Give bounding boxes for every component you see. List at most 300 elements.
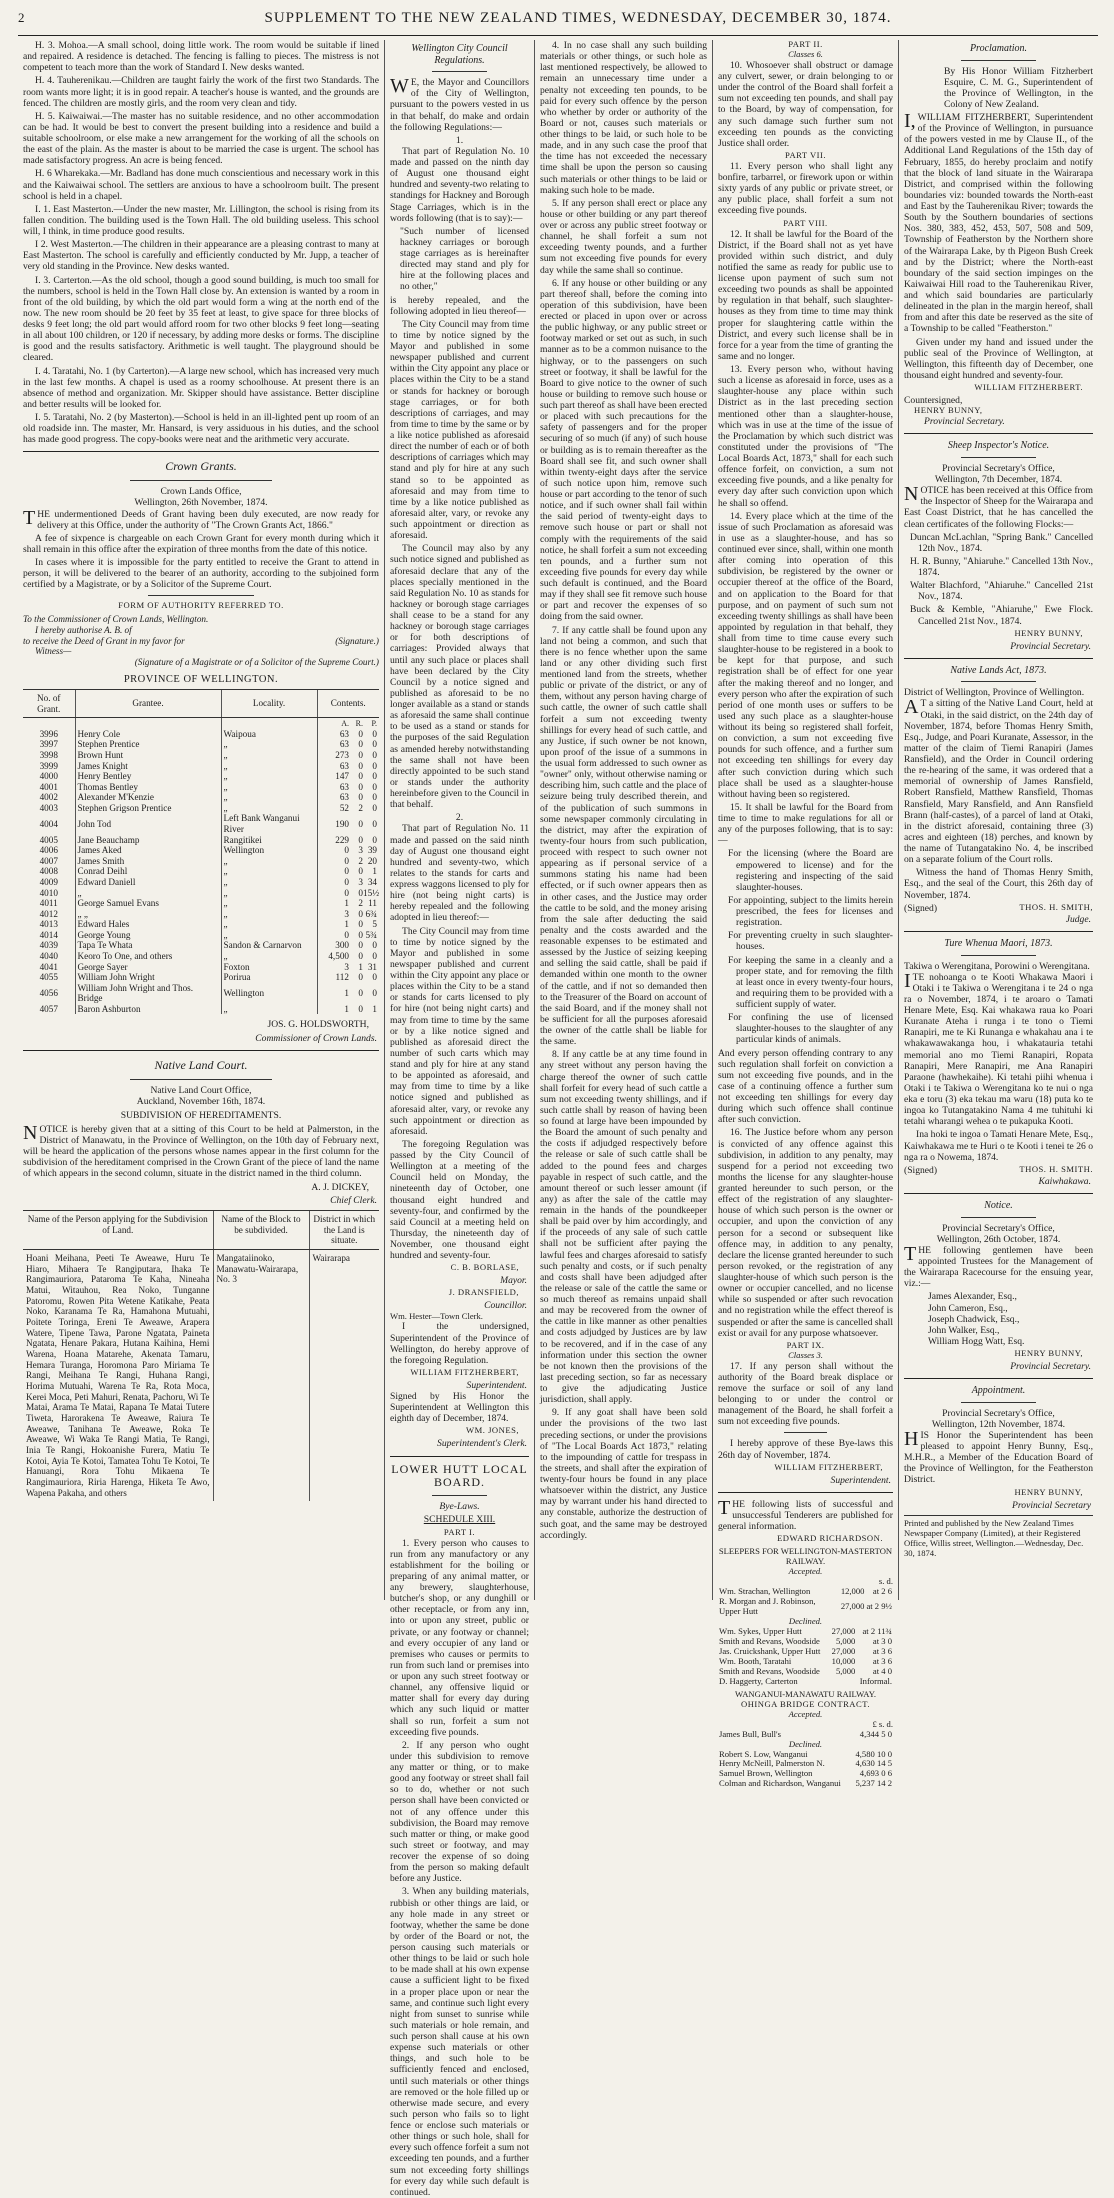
regulation-paragraph: The foregoing Regulation was passed by the City Council of Wellington at a meeting of the Council held on Monday, the nineteenth day of October, one thousand eight hundred and seventy-four, and confirmed by the said Council at a meeting held on Thursday, the nineteenth day of November, one thousand eight hundred and seventy-four. <box>390 1138 529 1262</box>
contents-p: 39 <box>367 845 377 856</box>
contents <box>317 919 379 930</box>
grant-number: 3996 <box>39 728 58 739</box>
grant-number: 4004 <box>39 818 58 829</box>
signature: A. J. DICKEY, <box>311 1181 369 1193</box>
crown-grants-section <box>23 460 379 1043</box>
tenderer-name: Wm. Sykes, Upper Hutt <box>719 1625 802 1636</box>
contents-r: 0 <box>358 771 363 782</box>
section-number: 1. <box>455 134 464 146</box>
tenderer-name: Wm. Booth, Taratahi <box>719 1655 792 1666</box>
table-row <box>23 962 379 973</box>
column-header: Name of the Block to be subdivided. <box>213 1210 309 1249</box>
tenderer-name: Smith and Revans, Woodside <box>719 1665 820 1676</box>
grantee: George Sayer <box>75 962 221 973</box>
tender-heading: SLEEPERS FOR WELLINGTON-MASTERTON RAILWAY. <box>718 1546 893 1567</box>
grantee: Baron Ashburton <box>75 1004 221 1015</box>
contents <box>317 877 379 888</box>
bylaw-paragraph: 12. It shall be lawful for the Board of the District, if the Board shall not as yet have provided within such district, and duly notified the same as ready for public use to license upon payment of such sum not exceeding two pounds as shall be appointed by regulation in that behalf, such slaughter-houses as they from time to time may think proper for slaughtering cattle within the District, and every such license shall be in force for a year from the time of granting the same and no longer. <box>718 228 893 362</box>
tender-quantity <box>829 1677 856 1687</box>
tenderer-name: Robert S. Low, Wanganui <box>719 1748 808 1759</box>
native-land-court-section <box>23 1059 379 1502</box>
bylaw-item-list <box>718 848 893 1045</box>
contents-p: 0 <box>372 950 377 961</box>
signature: HENRY BUNNY, <box>914 405 983 416</box>
table-row <box>23 750 379 761</box>
contents-p: 0 <box>372 760 377 771</box>
signature: EDWARD RICHARDSON. <box>777 1533 883 1544</box>
form-line: Witness— <box>35 646 72 657</box>
grant-number: 4003 <box>39 802 58 813</box>
proclamation-by: By His Honor William Fitzherbert Esquire, C. M. G., Superintendent of the Province of Wellington, in the Colony of New Zealand. <box>944 65 1093 110</box>
signature-title: Councillor. <box>484 1300 527 1312</box>
date-line: Wellington, 26th November, 1874. <box>134 497 268 509</box>
office-line: Provincial Secretary's Office, <box>942 462 1055 474</box>
notice-paragraph: NOTICE is hereby given that at a sitting of this Court to be held at Palmerston, in the District of Manawatu, in the Province of Wellington, on the 10th day of February next, will be heard the application of the persons whose names appear in the first column for the subdivision of the hereditament comprised in the Crown Grant of the piece of land the name of which appears in the second column, situate in the district named in the third column. <box>23 1121 379 1180</box>
bylaw-paragraph: 13. Every person who, without having such a license as aforesaid in force, uses as a slaughter-house any place within such District as in the last preceding section mentioned other than a slaughter-house, which was in use at the time of the issue of the Proclamation by which such district was constituted under the provisions of "The Local Boards Act, 1873," shall for each such offence forfeit, on conviction, a sum not exceeding five pounds, and a like penalty for every day after such conviction upon which he shall so offend. <box>718 364 893 509</box>
bylaw-paragraph: 8. If any cattle be at any time found in any street without any person having the charge thereof the owner of such cattle shall forfeit for every head of such cattle a sum not exceeding twenty shillings, and if such cattle shall by reason of having been so found at large have been impounded by the Board the amount of such penalty and the costs if adjudged respectively before the release or sale of such cattle shall be added to the pound fees and charges payable in respect of such cattle, and the amount thereof or such lesser amount (if any) as after the sale of the cattle may remain in the hands of the poundkeeper shall be paid over by him accordingly, and if the proceeds of any sale of such cattle shall not be sufficient after paying the lawful fees and charges aforesaid to satisfy such penalty and costs, or if such penalty and costs shall have been adjudged after the release or sale of the cattle the same or so much thereof as remains unpaid shall and may be recovered from the owner of the cattle in like manner as other penalties and costs adjudged by Justices are by law to be recovered, and if in the case of any information under this section the owner be not known then the provisions of the last preceding section, so far as necessary to give the adjudicating Justice jurisdiction, shall apply. <box>540 1049 707 1406</box>
grant-number: 4055 <box>39 972 58 983</box>
contents-p: 0 <box>372 802 377 813</box>
office-line: Native Land Court Office, <box>150 1084 252 1096</box>
office-line: Provincial Secretary's Office, <box>942 1222 1055 1234</box>
locality: „ <box>221 856 317 867</box>
table-row <box>23 919 379 930</box>
locality: „ <box>221 866 317 877</box>
contents-r: 0 <box>358 760 363 771</box>
tenders-intro: THE following lists of successful and unsuccessful Tenderers are published for general information. <box>718 1496 893 1533</box>
contents <box>317 962 379 973</box>
contents <box>317 771 379 782</box>
contents <box>317 729 379 740</box>
contents-a: 1 <box>344 919 349 930</box>
contents-a: 0 <box>344 845 349 856</box>
flock-item: H. R. Bunny, "Ahiaruhe." Cancelled 13th Nov., 1874. <box>910 555 1093 578</box>
grantee: George Young <box>75 930 221 941</box>
table-row <box>23 940 379 951</box>
column-header: No. of Grant. <box>23 689 75 717</box>
currency-label: s. d. <box>878 1576 893 1587</box>
regulation-paragraph: That part of Regulation No. 10 made and passed on the ninth day of August one thousand eight hundred and seventy-two relating to standings for Hackney and Borough Stage Carriages, which is in the words following (that is to say):— <box>390 145 529 224</box>
contents <box>317 940 379 951</box>
signature: C. B. BORLASE, <box>450 1262 519 1273</box>
unit-label: R. <box>355 719 363 729</box>
subheading: Bye-Laws. <box>439 1501 480 1513</box>
grantee: „ <box>75 888 221 899</box>
tender-price: 4,693 0 6 <box>859 1768 892 1779</box>
native-land-court-heading: Native Land Court. <box>154 1057 248 1072</box>
regulation-quote: "Such number of licensed hackney carriages or borough stage carriages as is hereinafter directed may stand and ply for hire at the following places and no other," <box>400 225 529 293</box>
contents-r: 2 <box>358 802 363 813</box>
contents-p: 1 <box>372 1003 377 1014</box>
grantee: William John Wright <box>75 972 221 983</box>
form-heading: FORM OF AUTHORITY REFERRED TO. <box>118 600 284 611</box>
flock-item: Buck & Kemble, "Ahiaruhe," Ewe Flock. Cancelled 21st Nov., 1874. <box>910 604 1093 627</box>
native-lands-act-heading: Native Lands Act, 1873. <box>950 664 1047 676</box>
contents-p: 0 <box>372 972 377 983</box>
tender-label: Accepted. <box>788 1708 823 1719</box>
signature: THOS. H. SMITH, <box>1019 901 1093 912</box>
contents-p: 20 <box>367 855 377 866</box>
tenderer-name: R. Morgan and J. Robinson, Upper Hutt <box>719 1595 816 1616</box>
bylaw-item: For preventing cruelty in such slaughter-houses. <box>728 930 893 953</box>
grant-number: 4011 <box>39 898 58 909</box>
school-report: I. 5. Taratahi, No. 2 (by Masterton).—School is held in an ill-lighted pent up room of an old roadside inn. The master, Mr. Hansard, is very assiduous in his duties, and the school has made good progress. The copy-books were neat and the arithmetic very accurate. <box>23 412 379 446</box>
bylaw-paragraph: 11. Every person who shall light any bonfire, tarbarrel, or firework upon or within sixty yards of any public or private street, or any public place, shall forfeit a sum not exceeding five pounds. <box>718 160 893 217</box>
grantee: Edward Daniell <box>75 877 221 888</box>
grantee: „ „ <box>75 909 221 920</box>
grantee: George Samuel Evans <box>75 898 221 909</box>
grant-number: 4001 <box>39 781 58 792</box>
contents-r: 1 <box>358 961 363 972</box>
tender-price: at 3 0 <box>872 1635 892 1646</box>
trustee-name: Joseph Chadwick, Esq., <box>928 1313 1020 1325</box>
locality: „ <box>221 898 317 909</box>
bylaw-paragraph: 14. Every place which at the time of the issue of such Proclamation as aforesaid was in use as a slaughter-house, and has so continued ever since, shall, within one month after coming into operation of this subdivision, be registered by the owner or occupier thereof at the office of the Board, and on application to the Board for that purpose, and on payment of such sum not exceeding twenty shillings as shall have been appointed by regulation in that behalf, they shall from time to time cause every such slaughter-house to be registered in a book to be kept for that purpose, and such registration shall be of effect for one year after the making thereof and no longer, and every person who after the expiration of such period of one month uses or suffers to be used any such place as a slaughter-house without its being so registered shall forfeit, on conviction, a sum not exceeding five pounds for such offence, and a further sum not exceeding ten shillings for every day after such conviction during which such place shall be used as a slaughter-house without having been so registered. <box>718 510 893 800</box>
school-report: I. 1. East Masterton.—Under the new master, Mr. Lillington, the school is rising from its fallen condition. The building used is the Town Hall. The old building useless. This school will, I think, in time produce good results. <box>23 203 379 237</box>
column-header: Name of the Person applying for the Subdivision of Land. <box>23 1210 213 1249</box>
table-row <box>23 898 379 909</box>
grant-number: 4041 <box>39 961 58 972</box>
locality: „ <box>221 750 317 761</box>
table-row <box>23 856 379 867</box>
form-signature: (Signature.) <box>335 635 379 646</box>
tender-row <box>718 1677 893 1687</box>
locality: Rangitikei <box>221 835 317 846</box>
contents-a: 0 <box>344 876 349 887</box>
tender-table <box>718 1587 893 1617</box>
part-heading: PART II. <box>788 39 823 49</box>
column-5 <box>898 40 1098 1600</box>
tender-row <box>718 1779 893 1789</box>
school-report: H. 6 Wharekaka.—Mr. Badland has done much conscientious and necessary work in this and the Kaiwaiwai school. The settlers are anxious to have a schoolroom built. The present school is held in a chapel. <box>23 168 379 202</box>
grant-number: 4002 <box>39 792 58 803</box>
contents-r: 0 <box>358 792 363 803</box>
bylaw-paragraph: 4. In no case shall any such building materials or other things, or such hole as last mentioned respectively, be allowed to remain an unnecessary time under a penalty not exceeding ten pounds, to be paid for every such offence by the person who whether by order or authority of the Board or not, causes such materials or other things to be laid, or such hole to be made, and in any such case the proof that the time has not exceeded the necessary time shall be upon the person so causing such materials or other things to be laid or making such hole to be made. <box>540 40 707 196</box>
signature-title: Judge. <box>1065 913 1091 925</box>
signed-label: (Signed) <box>904 902 938 914</box>
regulation-paragraph: I the undersigned, Superintendent of the Province of Wellington, do hereby approve of the foregoing Regulation. <box>390 1321 529 1366</box>
bylaw-paragraph: 3. When any building materials, rubbish or other things are laid, or any hole made in any street or footway, whether the same be done by order of the Board or not, the person causing such materials or other things to be laid or such hole to be made shall at his own expense cause a sufficient light to be fixed in a proper place upon or near the same, and continue such light every night from sunset to sunrise while such materials or hole remain, and such person shall cause at his own expense such materials or other things, and such hole to be sufficiently fenced and enclosed, until such materials or other things are removed or the hole filled up or otherwise made secure, and every such person who fails so to light fence or enclose such materials or other things or such hole, shall for every such offence forfeit a sum not exceeding ten pounds, and a further sum not exceeding forty shillings for every day while such default is continued. <box>390 1886 529 2198</box>
subdivision-table <box>23 1210 379 1501</box>
locality: Sandon & Carnarvon <box>221 940 317 951</box>
grant-number: 4056 <box>39 987 58 998</box>
table-row <box>23 771 379 782</box>
signature-title: Kaiwhakawa. <box>1038 1175 1091 1187</box>
grant-number: 4014 <box>39 929 58 940</box>
masthead <box>18 10 1098 36</box>
table-row <box>23 909 379 920</box>
contents-p: 0 <box>372 792 377 803</box>
contents-p: 0 <box>372 987 377 998</box>
bylaw-paragraph: 17. If any person shall without the authority of the Board break displace or remove the surface or soil of any land belonging to or under the control or management of the Board, he shall forfeit a sum not exceeding five pounds. <box>718 1360 893 1428</box>
witness-paragraph: Ina hoki te ingoa o Tamati Henare Mete, Esq., Kaiwhakawa me te Huri o te Kooti i tenei te 26 o nga ra o Nowema, 1874. <box>904 1129 1093 1163</box>
grantee: Stephen Prentice <box>75 739 221 750</box>
contents-r: 0 <box>358 972 363 983</box>
grant-number: 4013 <box>39 919 58 930</box>
tender-price: at 3 6 <box>872 1655 892 1666</box>
form-line: to receive the Deed of Grant in my favor for <box>23 635 185 646</box>
locality: „ <box>221 909 317 920</box>
countersigned-label: Countersigned, <box>904 395 963 407</box>
regulation-paragraph: WE, the Mayor and Councillors of the City of Wellington, pursuant to the powers vested in us in that behalf, do make and ordain the following Regulations:— <box>390 75 529 133</box>
tenderer-name: Colman and Richardson, Wanganui <box>719 1778 841 1789</box>
table-row <box>23 739 379 750</box>
contents <box>317 813 379 834</box>
province-heading: PROVINCE OF WELLINGTON. <box>123 673 279 685</box>
contents-a: 112 <box>335 972 349 983</box>
tender-price: 4,630 14 5 <box>855 1758 892 1769</box>
contents-a: 1 <box>344 898 349 909</box>
table-row <box>23 792 379 803</box>
signature-title: Superintendent's Clerk. <box>437 1438 527 1450</box>
table-row <box>23 866 379 877</box>
locality: „ <box>221 792 317 803</box>
notice-paragraph: A fee of sixpence is chargeable on each Crown Grant for every month during which it shall remain in this office after the expiration of three months from the date of this notice. <box>23 532 379 555</box>
district-line: District of Wellington, Province of Wellington. <box>904 687 1085 699</box>
grant-number: 4005 <box>39 834 58 845</box>
schedule-heading: SCHEDULE XIII. <box>423 1514 496 1526</box>
contents-p: 31 <box>367 961 377 972</box>
grant-number: 4009 <box>39 876 58 887</box>
tender-heading: WANGANUI-MANAWATU RAILWAY. <box>735 1688 876 1699</box>
sheep-notice-body: NOTICE has been received at this Office from the Inspector of Sheep for the Wairarapa and East Coast District, that he has cancelled the clean certificates of the following Flocks:— <box>904 483 1093 530</box>
bylaw-paragraph: 10. Whosoever shall obstruct or damage any culvert, sewer, or drain belonging to or under the control of the Board shall forfeit a sum not exceeding ten pounds, and shall pay to the Board, by way of compensation, for any such damage such further sum not exceeding ten pounds as the convicting Justice shall order. <box>718 59 893 149</box>
regulation-paragraph: That part of Regulation No. 11 made and passed on the said ninth day of August one thousand eight hundred and seventy-two, which relates to the stands for carts and express waggons licensed to ply for hire (not being night carts) is hereby repealed and the following adopted in lieu thereof:— <box>390 823 529 924</box>
grantee: Henry Bentley <box>75 771 221 782</box>
bylaw-paragraph: 1. Every person who causes to run from any manufactory or any establishment for the boiling or preparing of any animal matter, or any brewery, slaughterhouse, butcher's shop, or any dunghill or other receptacle, or from any inn, into or upon any street, public or private, or any footway or channel; and every occupier of any land or premises who causes or permits to run from such land or premises into or upon any such street footway or channel, any offensive liquid or matter shall for every day during which any such liquid or matter shall so run, forfeit a sum not exceeding five pounds. <box>390 1537 529 1738</box>
grant-number: 4000 <box>39 771 58 782</box>
tender-quantity: 5,000 <box>835 1665 856 1676</box>
table-row <box>23 951 379 962</box>
locality: „ <box>221 739 317 750</box>
signature: HENRY BUNNY, <box>1014 1486 1083 1497</box>
contents <box>317 845 379 856</box>
contents <box>317 750 379 761</box>
contents <box>317 898 379 909</box>
column-header: Locality. <box>221 689 317 717</box>
contents-p: 0 <box>372 818 377 829</box>
signature: WILLIAM FITZHERBERT. <box>974 382 1083 393</box>
native-lands-body: AT a sitting of the Native Land Court, held at Otaki, in the said district, on the 24th day of November, 1874, before Thomas Henry Smith, Esq., Judge, and Poari Kuranate, Assessor, in the matter of the claim of Tiemi Ranapiri (James Ransfield), and the Order in Council ordering the re-hearing of the same, it was ordered that a memorial of ownership of James Ransfield, Robert Ransfield, Matthew Ransfield, Thomas Ransfield, Mary Ransfield, and Ann Ransfield Brann (half-castes), of a parcel of land at Otaki, in the district aforesaid, containing three (3) acres and eighteen (18) perches, and known by the name of Tutangatakino No. 4, be inscribed on a separate folium of the Court rolls. <box>904 696 1093 866</box>
signature: WILLIAM FITZHERBERT, <box>774 1461 883 1472</box>
locality: Left Bank Wanganui River <box>221 813 317 834</box>
part-heading: PART I. <box>443 1526 476 1537</box>
regulation-paragraph: The City Council may from time to time by notice signed by the Mayor and published in some newspaper published and current within the City appoint any place or places within the City to be a stand or stands for hackney or borough stage carriages, or for both descriptions of carriages, and may from time to time by the same or by a like notice published as aforesaid direct the number of each or of both descriptions of carriages which may stand and ply for hire at any such stand so to be appointed as aforesaid and may from time to time by a like notice published as aforesaid alter, vary, or revoke any such appointment or direction as aforesaid. <box>390 318 529 542</box>
section-number: 2. <box>455 812 464 824</box>
contents-a: 0 <box>344 866 349 877</box>
contents-p: 0 <box>372 834 377 845</box>
contents-r: 0 <box>358 940 363 951</box>
grantee: Jane Beauchamp <box>75 835 221 846</box>
tender-price: at 2 11¾ <box>862 1625 892 1636</box>
locality: „ <box>221 888 317 899</box>
school-report: H. 5. Kaiwaiwai.—The master has no suitable residence, and no other accommodation can be had. It would be best to convert the present building into a residence and build a suitable schoolroom, or else make a new arrangement for the working of all the schools on the east of the plain. As the master is about to be married the case is urgent. The school has made satisfactory progress. An acre is being fenced. <box>23 110 379 167</box>
appointment-heading: Appointment. <box>971 1385 1026 1397</box>
contents <box>317 951 379 962</box>
contents-r: 0 <box>358 887 363 898</box>
table-row <box>23 877 379 888</box>
tenderer-name: Samuel Brown, Wellington <box>719 1768 813 1779</box>
contents <box>317 888 379 899</box>
contents-a: 0 <box>344 929 349 940</box>
signature: HENRY BUNNY, <box>1014 627 1083 638</box>
part-heading: PART IX. <box>786 1339 825 1350</box>
office-line: Crown Lands Office, <box>160 486 242 498</box>
contents <box>317 792 379 803</box>
locality: „ <box>221 771 317 782</box>
units-row <box>23 718 379 729</box>
town-clerk: Wm. Hester—Town Clerk. <box>390 1310 483 1321</box>
contents-p: 0 <box>372 940 377 951</box>
contents-r: 0 <box>358 866 363 877</box>
tender-price: Informal. <box>859 1675 892 1686</box>
contents-a: 63 <box>339 728 349 739</box>
subheading: SUBDIVISION OF HEREDITAMENTS. <box>120 1109 282 1121</box>
signature-title: Superintendent. <box>830 1474 891 1486</box>
tender-price: at 3 6 <box>872 1645 892 1656</box>
contents-r: 0 <box>358 781 363 792</box>
contents-r: 0 <box>358 987 363 998</box>
school-report: I. 4. Taratahi, No. 1 (by Carterton).—A large new school, which has increased very much in the last few months. A chapel is used as a roomy schoolhouse. At present there is an absence of method and organization. Mr. Skipper should have assistance. Better discipline and better results will be looked for. <box>23 365 379 410</box>
contents-r: 0 <box>358 834 363 845</box>
trustee-list <box>904 1291 1093 1347</box>
contents-a: 3 <box>344 908 349 919</box>
column-4 <box>712 39 898 1789</box>
tender-quantity: 27,000 <box>831 1645 856 1656</box>
locality: „ <box>221 761 317 772</box>
contents <box>317 909 379 920</box>
office-line: Provincial Secretary's Office, <box>942 1407 1055 1419</box>
bylaw-paragraph: And every person offending contrary to any such regulation shall forfeit on conviction a sum not exceeding five pounds, and in the case of a continuing offence a further sum not exceeding ten shillings for every day during which such offence shall continue after such conviction. <box>718 1047 893 1126</box>
signature-title: Chief Clerk. <box>330 1194 377 1206</box>
tender-price: at 2 6 <box>872 1586 892 1596</box>
table-row <box>23 803 379 814</box>
column-header: Grantee. <box>75 689 221 717</box>
tender-table <box>718 1750 893 1790</box>
column-header: District in which the Land is situate. <box>309 1210 379 1249</box>
contents-a: 300 <box>335 940 349 951</box>
tender-quantity: 5,000 <box>835 1635 856 1646</box>
contents-p: 0 <box>372 771 377 782</box>
contents-r: 0 <box>358 929 363 940</box>
signature: THOS. H. SMITH. <box>1019 1163 1093 1174</box>
signature-title: Commissioner of Crown Lands. <box>255 1032 377 1044</box>
column-2 <box>384 40 534 2198</box>
grant-number: 4039 <box>39 940 58 951</box>
signature: WM. JONES, <box>466 1425 519 1436</box>
locality: „ <box>221 782 317 793</box>
school-report: H. 3. Mohoa.—A small school, doing little work. The room would be suitable if lined and repaired. A residence is detached. The fencing is falling to pieces. The mistress is not competent to teach more than the work of Standard I. New desks wanted. <box>23 40 379 74</box>
contents <box>317 803 379 814</box>
witness-paragraph: Witness the hand of Thomas Henry Smith, Esq., and the seal of the Court, this 26th day of November, 1874. <box>904 867 1093 901</box>
signature: WILLIAM FITZHERBERT, <box>410 1366 519 1377</box>
tender-quantity: 10,000 <box>831 1655 856 1666</box>
grantee: James Aked <box>75 845 221 856</box>
ture-body: ITE nohoanga o te Kooti Whakawa Maori i Otaki i te Takiwa o Werengitana i te 24 o nga ra o November, 1874, i te aroaro o Tamati Henare Mete, Esq. Kai whakawa raua ko Poari Kuranate Ateha i runga i te tono o Tiemi Ranapiri, me te Ki Runanga e whakahau ana i te whakawawakanga hou, i whakatauria tetahi memorial ano mo Tiemi Ranapiri, Ropata Ranapiri, Mere Ranapiri, me Ana Ranapiri Paraone (hawhekaihe). Ki tetahi piihi whenua i Otaki i te Takiwa o Werengitana ko te nui o nga eka e toru (3) eka tekau ma waru (18) puta ko te ingoa ko Tutangatakino Nama 4 me tuhituhi ki tetahi wharangi wehea o te pukapuka Kooti. <box>904 969 1093 1128</box>
signature-title: Mayor. <box>500 1275 527 1287</box>
signed-label: (Signed) <box>904 1164 938 1176</box>
table-row <box>23 1004 379 1015</box>
contents-p: 1 <box>372 866 377 877</box>
bylaw-paragraph: 2. If any person who ought under this subdivision to remove any matter or thing, or to make good any footway or street shall fail so to do, whether or not such person shall have been convicted or not of any offence under this subdivision, the Board may remove such matter or thing, or make good such street or footway, and may recover the expense of so doing from the person so making default before any Justice. <box>390 1739 529 1885</box>
proclamation-given: Given under my hand and issued under the public seal of the Province of Wellington, at Wellington, this fifteenth day of December, one thousand eight hundred and seventy-four. <box>904 336 1093 381</box>
tender-quantity: 27,000 <box>840 1600 865 1611</box>
proclamation-body: I,WILLIAM FITZHERBERT, Superintendent of the Province of Wellington, in pursuance of the powers vested in me by Clause II., of the Additional Land Regulations of the 15th day of February, 1855, do hereby proclaim and notify that the block of land situate in the Wairarapa District, and comprised within the following boundaries viz: bounded towards the North-east and East by the Tauherenikau River; towards the South by the Southern boundaries of sections Nos. 380, 383, 452, 453, 507, 508 and 509, Township of Featherston by the Northern shore of the Wairarapa Lake, by th Pigeon Bush Creek and by the District; where the North-east boundary of the said section impinges on the Kaiwaiwai Hill road to the Tauherenikau River, and which said boundaries are particularly delineated in the plan in the margin hereof, shall from and after this date be reserved as the site of a Township to be called "Featherston." <box>904 110 1093 335</box>
regulation-paragraph: Signed by His Honor the Superintendent at Wellington this eighth day of December, 1874. <box>390 1391 529 1425</box>
tenderer-name: James Bull, Bull's <box>719 1728 781 1739</box>
tenderer-name: Henry McNeill, Palmerston N. <box>719 1758 825 1769</box>
column-1 <box>18 40 384 1600</box>
contents-p: 0 <box>372 749 377 760</box>
flock-item: Walter Blachford, "Ahiaruhe." Cancelled 21st Nov., 1874. <box>910 580 1093 603</box>
units <box>317 718 379 729</box>
form-line: I hereby authorise A. B. of <box>35 625 132 636</box>
locality: Wellington <box>221 983 317 1004</box>
contents <box>317 1004 379 1015</box>
city-council-heading: Wellington City Council Regulations. <box>411 43 508 66</box>
contents-p: 0 <box>372 728 377 739</box>
bylaw-item: For the licensing (where the Board are empowered to license) and for the registering and inspecting of the said slaughter-houses. <box>728 848 893 893</box>
tender-row <box>718 1597 893 1617</box>
signature-title: Provincial Secretary. <box>1010 640 1091 652</box>
locality: Porirua <box>221 972 317 983</box>
contents-a: 1 <box>344 1003 349 1014</box>
class-heading: Classes 3. <box>788 1349 823 1360</box>
signature: J. DRANSFIELD, <box>448 1287 519 1298</box>
contents-p: 0 <box>372 739 377 750</box>
notice-paragraph: In cases where it is impossible for the party entitled to receive the Grant to attend in person, it will be delivered to the bearer of an authority, according to the subjoined form certified by a Magistrate, or by a Solicitor of the Supreme Court. <box>23 557 379 591</box>
ture-heading: Ture Whenua Maori, 1873. <box>944 937 1053 949</box>
notice-body: THE following gentlemen have been appointed Trustees for the Management of the Wairarapa Racecourse for the ensuing year, viz.:— <box>904 1242 1093 1290</box>
part-heading: PART VIII. <box>783 217 828 228</box>
grantee: James Knight <box>75 761 221 772</box>
contents-p: 5¾ <box>365 929 377 940</box>
grant-number: 4008 <box>39 866 58 877</box>
contents-p: 15½ <box>363 887 380 898</box>
date-line: Auckland, November 16th, 1874. <box>136 1095 266 1107</box>
unit-label: A. <box>341 719 349 729</box>
grant-number: 4040 <box>39 950 58 961</box>
school-report: H. 4. Tauherenikau.—Children are taught fairly the work of the first two Standards. The room wants more light; it is in good repair. A teacher's house is wanted, and the grounds are fenced. The children are mostly girls, and the room very clean and tidy. <box>23 75 379 109</box>
contents <box>317 972 379 983</box>
school-report: I 2. West Masterton.—The children in their appearance are a pleasing contrast to many at East Masterton. The school is carefully and efficiently conducted by Mr. Jupp, a teacher of very old standing in the Province. New desks wanted. <box>23 239 379 273</box>
contents-r: 0 <box>358 818 363 829</box>
contents-r: 0 <box>358 728 363 739</box>
contents-a: 0 <box>344 855 349 866</box>
tender-price: 5,237 14 2 <box>855 1778 892 1789</box>
contents-a: 273 <box>335 749 349 760</box>
tenderer-name: Jas. Cruickshank, Upper Hutt <box>719 1645 821 1656</box>
table-row <box>23 888 379 899</box>
regulation-paragraph: The City Council may from time to time by notice signed by the Mayor and published in some newspaper published and current within the City appoint any place or places within the City to be a stand or stands for carts licensed to ply for hire (not being night carts) and may from time to time by the same or by a like notice signed and published as aforesaid direct the number of such carts which may stand and ply for hire at any stand to be appointed as aforesaid, and may from time to time by a like notice signed and published as aforesaid alter, vary, or revoke any such appointment or direction as aforesaid. <box>390 925 529 1137</box>
signature: JOS. G. HOLDSWORTH, <box>267 1019 369 1031</box>
contents-r: 0 <box>358 950 363 961</box>
table-row <box>23 813 379 834</box>
bylaw-item: For confining the use of licensed slaughter-houses to the slaughter of any particular kinds of animals. <box>728 1012 893 1046</box>
flock-item: Duncan McLachlan, "Spring Bank." Cancelled 12th Nov., 1874. <box>910 531 1093 554</box>
contents-r: 0 <box>358 919 363 930</box>
grantee: Conrad Deihl <box>75 866 221 877</box>
tender-label: Declined. <box>788 1738 823 1749</box>
grantee: William John Wright and Thos. Bridge <box>75 983 221 1004</box>
appointment-body: HIS Honor the Superintendent has been pleased to appoint Henry Bunny, Esq., M.H.R., a Member of the Education Board of the Province of Wellington, for the Featherston District. <box>904 1427 1093 1486</box>
grantee: Stephen Grigson Prentice <box>75 803 221 814</box>
crown-grants-heading: Crown Grants. <box>165 459 237 474</box>
bylaw-paragraph: 5. If any person shall erect or place any house or other building or any part thereof over or across any public street footway or channel, he shall forfeit a sum not exceeding twenty pounds, and a further sum not exceeding five pounds for every day while the same shall so continue. <box>540 197 707 276</box>
locality: „ <box>221 803 317 814</box>
trustee-name: James Alexander, Esq., <box>928 1291 1017 1303</box>
date-line: Wellington, 12th November, 1874. <box>931 1418 1066 1430</box>
